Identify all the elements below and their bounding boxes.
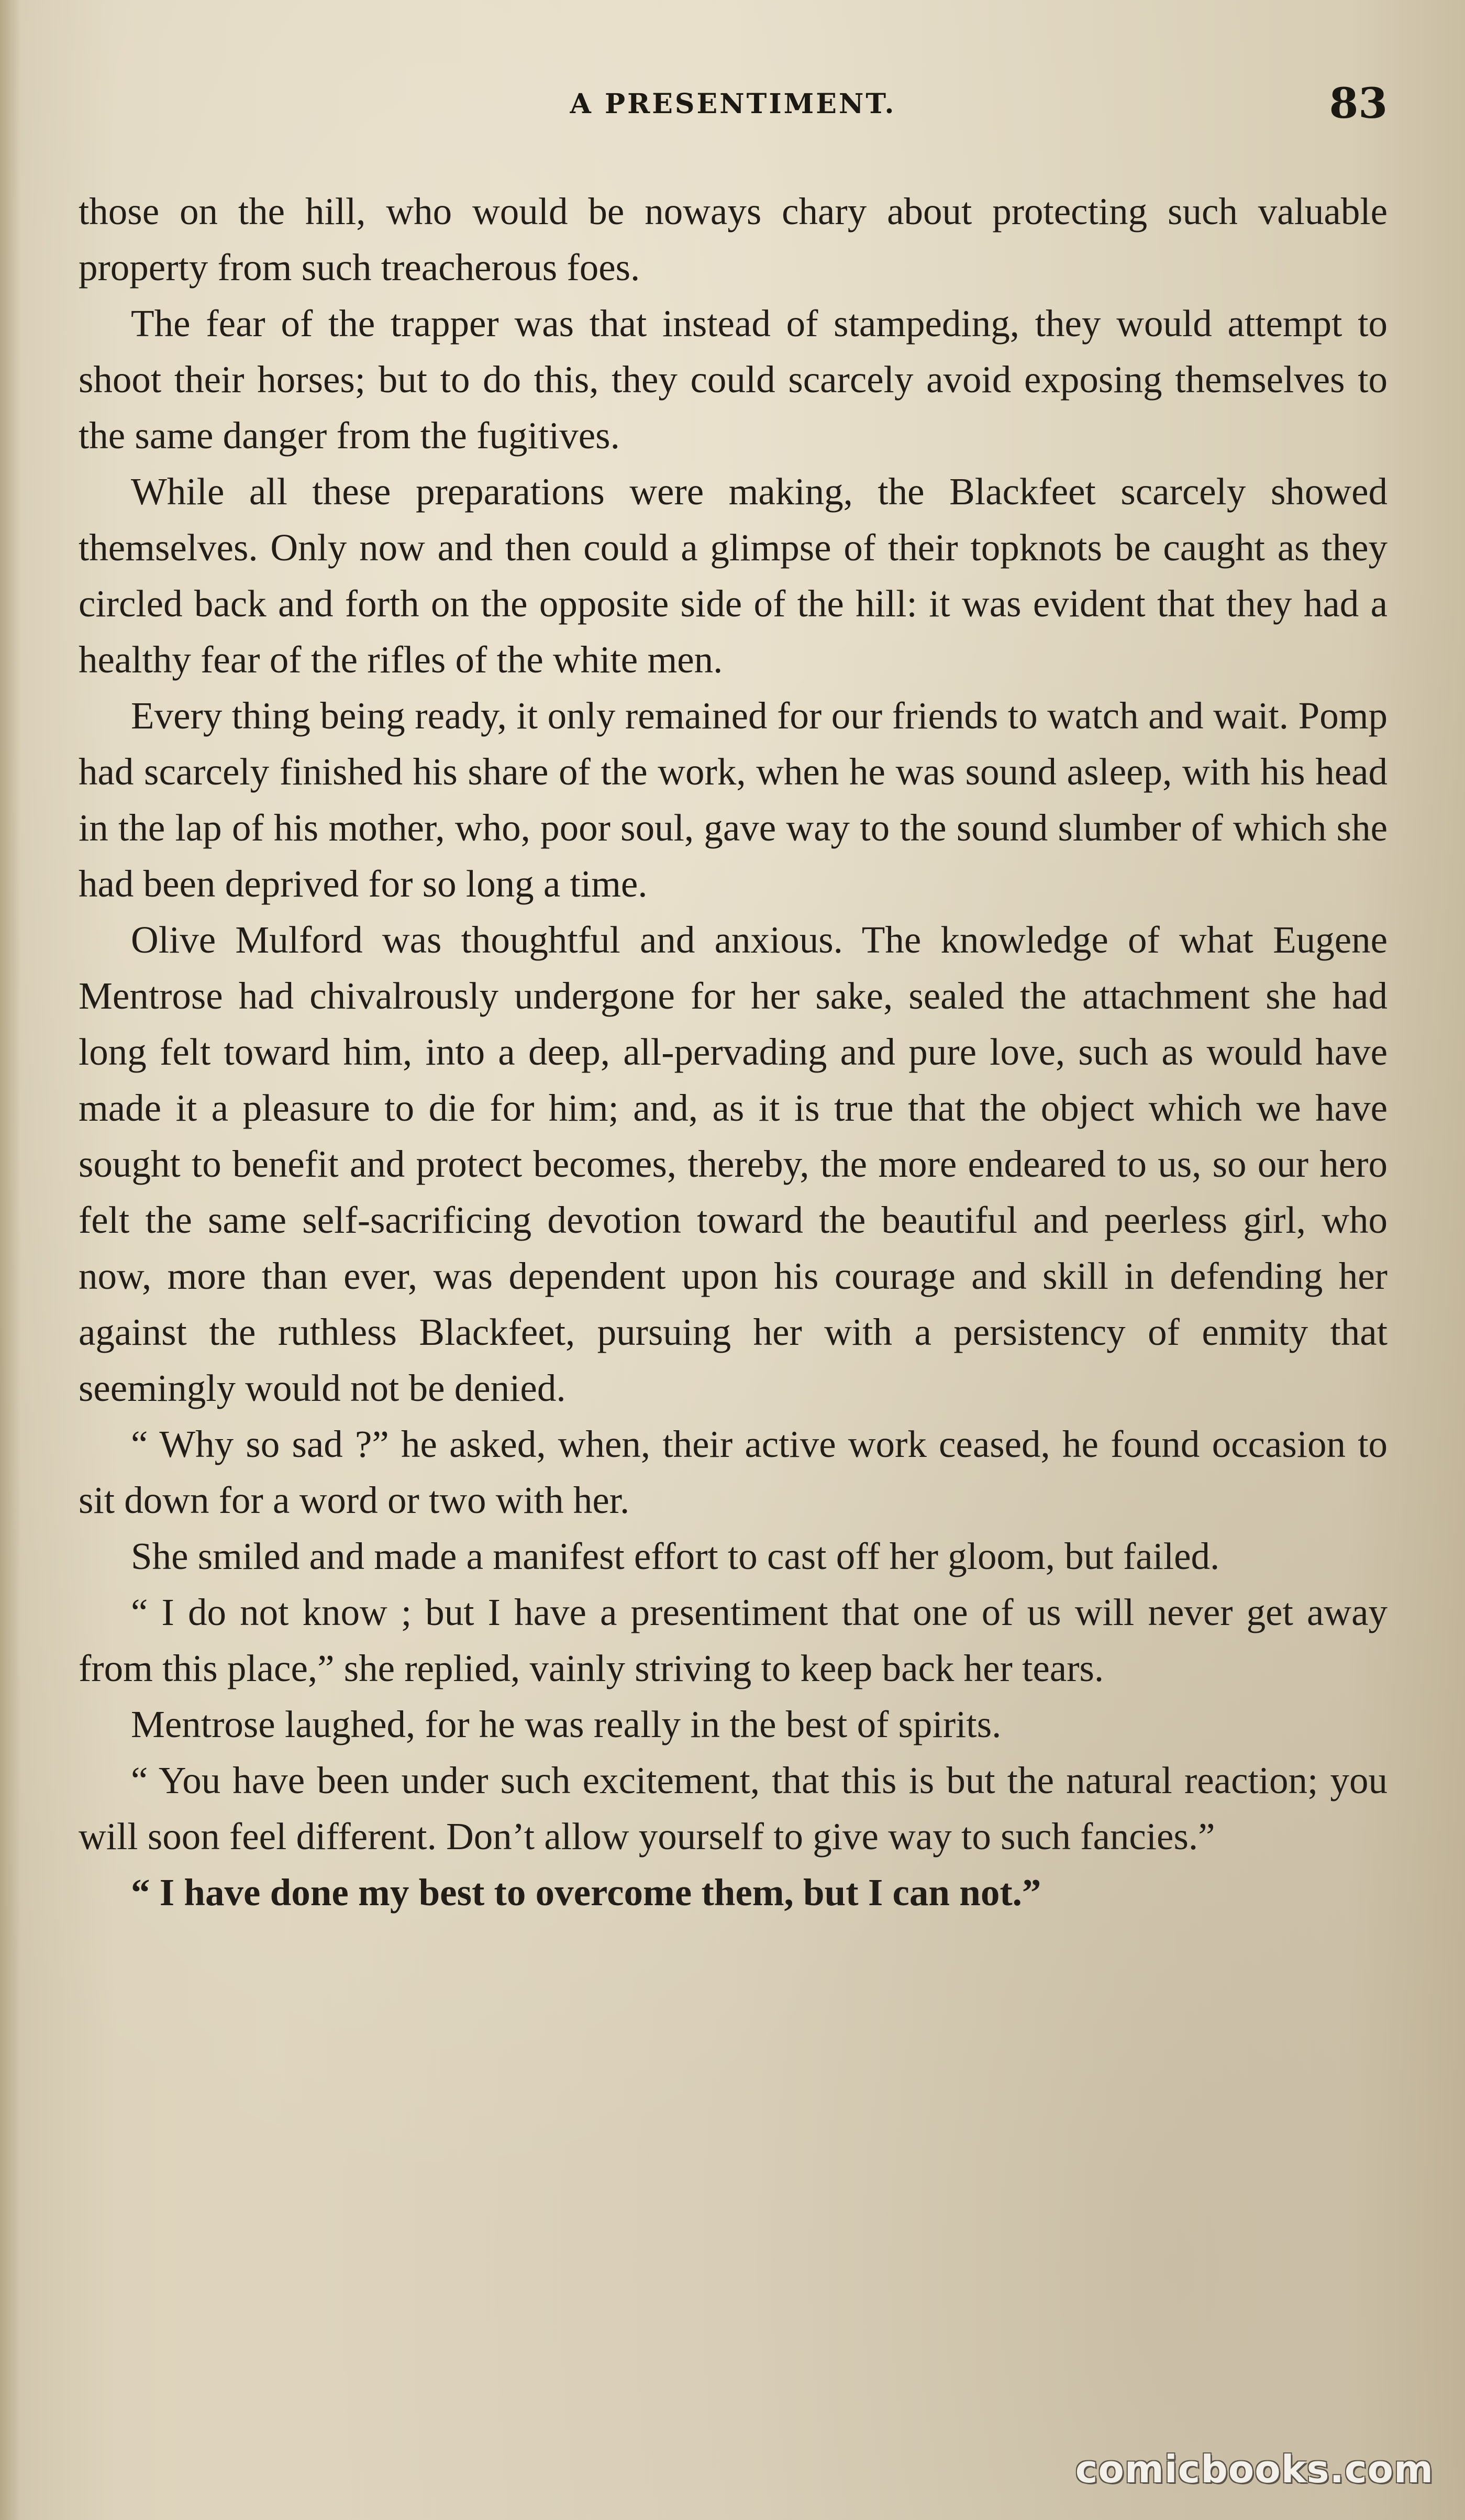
paragraph: Olive Mulford was thoughtful and anxious. The knowledge of what Eugene Mentrose had chivalrously undergone for her sake, sealed the attachment she had long felt toward him, into a deep, all-pervading and pure love, such as would have made it a pleasure to die for him; and, as it is true that the object which we have sought to benefit and protect becomes, thereby, the more endeared to us, so our hero felt the same self-sacrificing devotion toward the beautiful and peerless girl, who now, more than ever, was dependent upon his courage and skill in defending her against the ruthless Blackfeet, pursuing her with a persistency of enmity that seemingly would not be denied. xyxy=(79,919,1388,1409)
page-header xyxy=(79,79,1388,141)
page-gutter-shadow xyxy=(0,0,21,2520)
paragraph: “ I have done my best to overcome them, but I can not.” xyxy=(131,1871,1041,1914)
paragraph: “ I do not know ; but I have a presentiment that one of us will never get away from this place,” she replied, vainly striving to keep back her tears. xyxy=(79,1591,1388,1689)
paragraph: “ Why so sad ?” he asked, when, their active work ceased, he found occasion to sit down for a word or two with her. xyxy=(79,1423,1388,1521)
paragraph: While all these preparations were making, the Blackfeet scarcely showed themselves. Only now and then could a glimpse of their topknots be caught as they circled back and forth on the opposite side of the hill: it was evident that they had a healthy fear of the rifles of the white men. xyxy=(79,470,1388,681)
paragraph: The fear of the trapper was that instead of stampeding, they would attempt to shoot their horses; but to do this, they could scarcely avoid exposing themselves to the same danger from the fugitives. xyxy=(79,302,1388,457)
paragraph: She smiled and made a manifest effort to cast off her gloom, but failed. xyxy=(131,1535,1220,1577)
paragraph: Every thing being ready, it only remained for our friends to watch and wait. Pomp had scarcely finished his share of the work, when he was sound asleep, with his head in the lap of his mother, who, poor soul, gave way to the sound slumber of which she had been deprived for so long a time. xyxy=(79,694,1388,905)
watermark: comicbooks.com xyxy=(1075,2447,1434,2491)
body-text xyxy=(79,183,1388,1920)
paragraph: Mentrose laughed, for he was really in the best of spirits. xyxy=(131,1703,1002,1745)
paragraph: “ You have been under such excitement, that this is but the natural reaction; you will soon feel different. Don’t allow yourself to give way to such fancies.” xyxy=(79,1759,1388,1858)
paragraph: those on the hill, who would be noways chary about protecting such valuable property from such treacherous foes. xyxy=(79,190,1388,289)
running-head: A PRESENTIMENT. xyxy=(570,88,896,120)
page-number: 83 xyxy=(1329,79,1388,128)
